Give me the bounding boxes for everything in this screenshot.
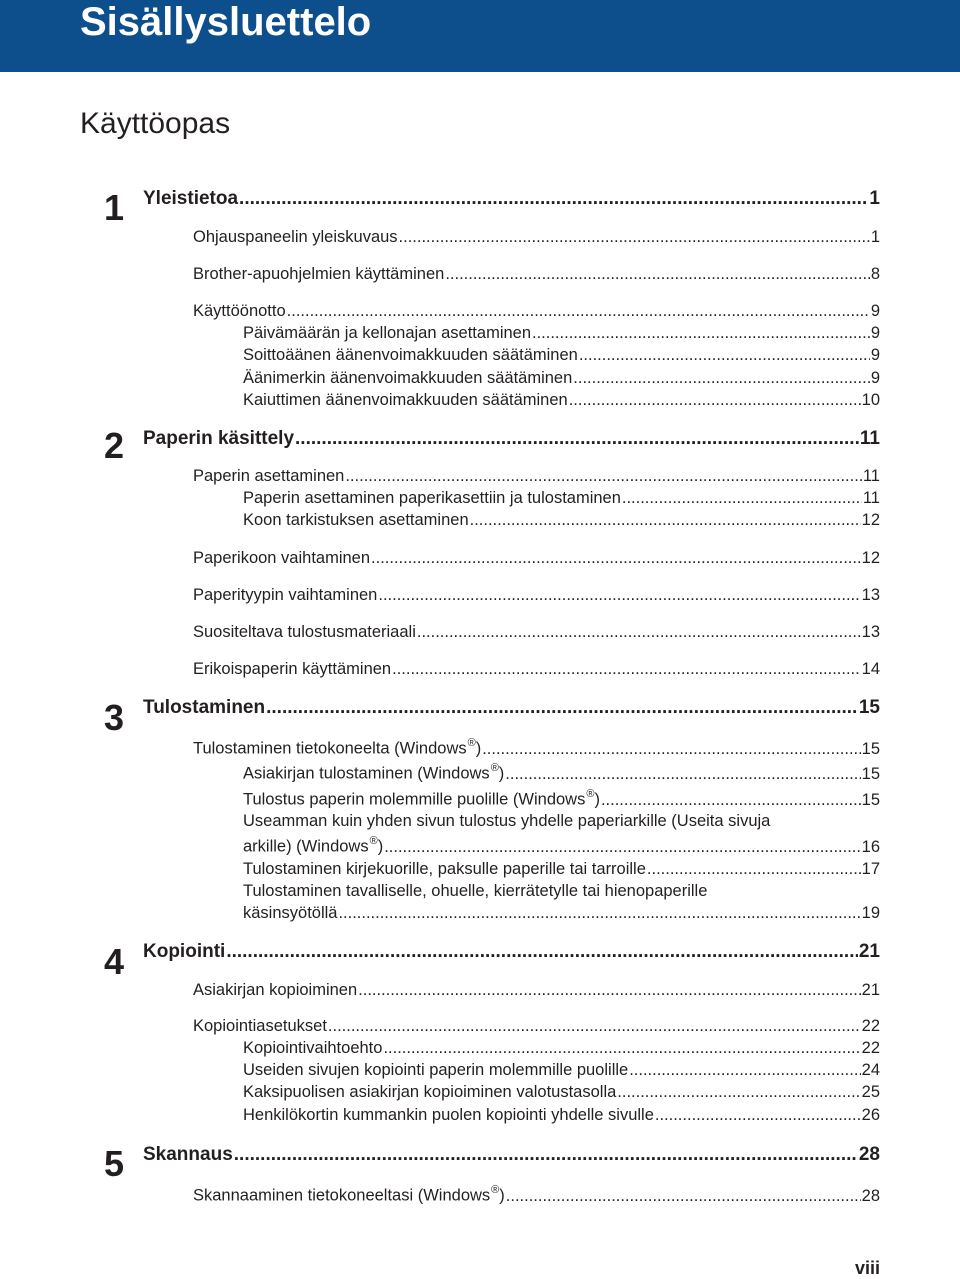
- toc-entry-link[interactable]: Suositeltava tulostusmateriaali ..... 13: [193, 623, 880, 642]
- toc-chapter-link[interactable]: Tulostaminen ..... 15: [143, 697, 880, 719]
- toc-entry-link[interactable]: Paperityypin vaihtaminen ..... 13: [193, 586, 880, 605]
- leader-dots: [234, 1144, 858, 1166]
- leader-dots: [358, 981, 860, 1000]
- toc-entry-link[interactable]: Skannaaminen tietokoneeltasi (Windows®) ..... 28: [193, 1185, 880, 1206]
- chapter-number: 3: [104, 697, 125, 738]
- leader-dots: [622, 489, 862, 508]
- toc-entry-link[interactable]: Kopiointivaihtoehto ..... 22: [243, 1039, 880, 1058]
- leader-dots: [617, 1083, 860, 1102]
- toc-entry-link[interactable]: Brother-apuohjelmien käyttäminen ..... 8: [193, 265, 880, 284]
- chapter-number: 5: [104, 1143, 125, 1184]
- toc-entry-link[interactable]: Tulostaminen kirjekuorille, paksulle paperille tai tarroille ..... 17: [243, 860, 880, 879]
- leader-dots: [417, 623, 861, 642]
- page-number: viii: [854, 1258, 880, 1278]
- registered-mark: ®: [369, 835, 378, 847]
- toc-entry-link[interactable]: Tulostus paperin molemmille puolille (Windows®) ..... 15: [243, 789, 880, 810]
- toc-entry-link[interactable]: Soittoäänen äänenvoimakkuuden säätäminen ..... 9: [243, 346, 880, 365]
- leader-dots: [532, 324, 870, 343]
- toc-entry-link[interactable]: Tulostaminen tietokoneelta (Windows®) ..... 15: [193, 738, 880, 759]
- leader-dots: [573, 369, 870, 388]
- page-title: Sisällysluettelo: [80, 0, 372, 44]
- leader-dots: [505, 765, 860, 784]
- toc-chapter-link[interactable]: Paperin käsittely ..... 11: [143, 428, 880, 450]
- leader-dots: [371, 549, 861, 568]
- leader-dots: [295, 428, 859, 450]
- section-title: Käyttöopas: [80, 107, 231, 140]
- toc-chapter-link[interactable]: Yleistietoa ..... 1: [143, 188, 880, 210]
- leader-dots: [328, 1017, 861, 1036]
- leader-dots: [383, 1039, 860, 1058]
- leader-dots: [445, 265, 870, 284]
- leader-dots: [647, 860, 861, 879]
- leader-dots: [655, 1106, 861, 1125]
- registered-mark: ®: [586, 788, 595, 800]
- registered-mark: ®: [467, 737, 476, 749]
- toc-chapter-link[interactable]: Kopiointi ..... 21: [143, 941, 880, 963]
- leader-dots: [338, 904, 860, 923]
- leader-dots: [470, 511, 861, 530]
- toc-entry-link[interactable]: Koon tarkistuksen asettaminen ..... 12: [243, 511, 880, 530]
- toc-entry-text[interactable]: Tulostaminen tavalliselle, ohuelle, kierrätetylle tai hienopaperille: [243, 882, 708, 900]
- toc-entry-link[interactable]: Erikoispaperin käyttäminen ..... 14: [193, 660, 880, 679]
- toc-entry-link[interactable]: Asiakirjan kopioiminen ..... 21: [193, 981, 880, 1000]
- toc-entry-link[interactable]: Ohjauspaneelin yleiskuvaus ..... 1: [193, 228, 880, 247]
- toc-entry-link[interactable]: Päivämäärän ja kellonajan asettaminen ..... 9: [243, 324, 880, 343]
- toc-entry-link[interactable]: Kaksipuolisen asiakirjan kopioiminen valotustasolla ..... 25: [243, 1083, 880, 1102]
- chapter-number: 4: [104, 941, 125, 982]
- leader-dots: [266, 697, 858, 719]
- toc-entry-link[interactable]: Useiden sivujen kopiointi paperin molemmille puolille ..... 24: [243, 1061, 880, 1080]
- toc-entry-link[interactable]: Kopiointiasetukset ..... 22: [193, 1017, 880, 1036]
- leader-dots: [506, 1187, 861, 1206]
- toc-entry-link[interactable]: Paperin asettaminen paperikasettiin ja tulostaminen ..... 11: [243, 489, 880, 508]
- leader-dots: [384, 838, 860, 857]
- toc-entry-link[interactable]: Henkilökortin kummankin puolen kopiointi yhdelle sivulle ..... 26: [243, 1106, 880, 1125]
- toc-entry-link[interactable]: käsinsyötöllä ..... 19: [243, 904, 880, 923]
- leader-dots: [399, 228, 870, 247]
- leader-dots: [226, 941, 858, 963]
- leader-dots: [378, 586, 860, 605]
- toc-entry-link[interactable]: arkille) (Windows®) ..... 16: [243, 836, 880, 857]
- toc-entry-link[interactable]: Kaiuttimen äänenvoimakkuuden säätäminen ..... 10: [243, 391, 880, 410]
- toc-entry-link[interactable]: Paperin asettaminen ..... 11: [193, 467, 880, 486]
- leader-dots: [239, 188, 868, 210]
- chapter-number: 1: [104, 187, 125, 228]
- leader-dots: [629, 1061, 860, 1080]
- leader-dots: [287, 302, 870, 321]
- toc-entry-link[interactable]: Käyttöönotto ..... 9: [193, 302, 880, 321]
- chapter-number: 2: [104, 425, 125, 466]
- leader-dots: [482, 740, 860, 759]
- toc-entry-text[interactable]: Useamman kuin yhden sivun tulostus yhdelle paperiarkille (Useita sivuja: [243, 812, 771, 830]
- leader-dots: [579, 346, 870, 365]
- leader-dots: [569, 391, 861, 410]
- registered-mark: ®: [490, 762, 499, 774]
- leader-dots: [345, 467, 862, 486]
- leader-dots: [601, 791, 861, 810]
- toc-chapter-link[interactable]: Skannaus ..... 28: [143, 1144, 880, 1166]
- registered-mark: ®: [491, 1184, 500, 1196]
- toc-entry-link[interactable]: Paperikoon vaihtaminen ..... 12: [193, 549, 880, 568]
- leader-dots: [392, 660, 861, 679]
- toc-entry-link[interactable]: Äänimerkin äänenvoimakkuuden säätäminen ..... 9: [243, 369, 880, 388]
- toc-entry-link[interactable]: Asiakirjan tulostaminen (Windows®) ..... 15: [243, 763, 880, 784]
